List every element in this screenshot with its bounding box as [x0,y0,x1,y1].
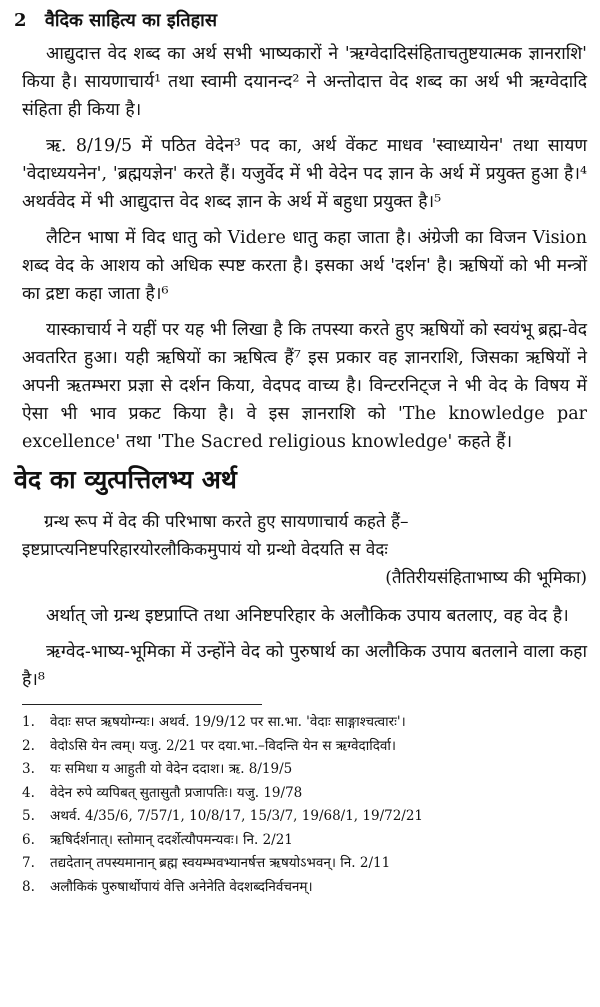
running-header [14,8,217,32]
footnote: 1. वेदाः सप्त ऋषयोग्न्यः। अथर्व. 19/9/12 पर सा.भा. 'वेदाः साङ्गाश्चत्वारः'। [22,714,406,730]
paragraph: ऋ. 8/19/5 में पठित वेदेन³ पद का, अर्थ वेंकट माधव 'स्वाध्यायेन' तथा सायण 'वेदाध्ययनेन', 'ब्रह्मयज्ञेन' करते हैं। यजुर्वेद में भी वेदेन पद ज्ञान के अर्थ में प्रयुक्त हुआ है।⁴ अथर्ववेद में भी आद्युदात्त वेद शब्द ज्ञान के अर्थ में बहुधा प्रयुक्त है।⁵ [22,136,587,212]
footnote: 2. वेदोऽसि येन त्वम्। यजु. 2/21 पर दया.भा.–विदन्ति येन स ऋग्वेदादिर्वा। [22,737,397,754]
footnote: 7. तद्यदेतान् तपस्यमानान् ब्रह्म स्वयम्भवभ्यानर्षत्त ऋषयोऽभवन्। नि. 2/11 [22,855,391,871]
page-number: 2 [14,10,27,31]
quote-intro: ग्रन्थ रूप में वेद की परिभाषा करते हुए सायणाचार्य कहते हैं– [44,512,409,532]
section-heading: वेद का व्युत्पत्तिलभ्य अर्थ [14,465,237,494]
paragraph: लैटिन भाषा में विद धातु को Videre धातु कहा जाता है। अंग्रेजी का विजन Vision शब्द वेद के आशय को अधिक स्पष्ट करता है। इसका अर्थ 'दर्शन' है। ऋषियों को भी मन्त्रों का द्रष्टा कहा जाता है।⁶ [22,228,587,304]
footnote: 4. वेदेन रुपे व्यपिबत् सुतासुतौ प्रजापतिः। यजु. 19/78 [22,784,303,801]
paragraph: अर्थात् जो ग्रन्थ इष्टप्राप्ति तथा अनिष्टपरिहार के अलौकिक उपाय बतलाए, वह वेद है। [46,606,569,626]
quote-source: (तैतिरीयसंहिताभाष्य की भूमिका) [385,568,587,588]
footnote: 8. अलौकिकं पुरुषार्थोपायं वेत्ति अनेनेति वेदशब्दनिर्वचनम्। [22,878,313,895]
paragraph: आद्युदात्त वेद शब्द का अर्थ सभी भाष्यकारों ने 'ऋग्वेदादिसंहिताचतुष्टयात्मक ज्ञानराशि' किया है। सायणाचार्य¹ तथा स्वामी दयानन्द² ने अन्तोदात्त वेद शब्द का अर्थ भी ऋग्वेदादि संहिता ही किया है। [22,44,587,120]
running-title: वैदिक साहित्य का इतिहास [44,10,218,31]
footnote: 5. अथर्व. 4/35/6, 7/57/1, 10/8/17, 15/3/7, 19/68/1, 19/72/21 [22,808,424,824]
footnotes [22,711,587,899]
paragraph: ऋग्वेद-भाष्य-भूमिका में उन्होंने वेद को पुरुषार्थ का अलौकिक उपाय बतलाने वाला कहा है।⁸ [22,642,587,690]
quote-verse: इष्टप्राप्त्यनिष्टपरिहारयोरलौकिकमुपायं यो ग्रन्थो वेदयति स वेदः [22,540,388,560]
footnote-divider [22,704,262,705]
footnote: 3. यः समिधा य आहुती यो वेदेन ददाश। ऋ. 8/19/5 [22,761,293,777]
paragraph: यास्काचार्य ने यहीं पर यह भी लिखा है कि तपस्या करते हुए ऋषियों को स्वयंभू ब्रह्म-वेद अवतरित हुआ। यही ऋषियों का ऋषित्व हैं⁷ इस प्रकार वह ज्ञानराशि, जिसका ऋषियों ने अपनी ऋतम्भरा प्रज्ञा से दर्शन किया, वेदपद वाच्य है। विन्टरनिट्ज ने भी वेद के विषय में ऐसा भी भाव प्रकट किया है। वे इस ज्ञानराशि को 'The knowledge par excellence' तथा 'The Sacred religious knowledge' कहते हैं। [22,320,587,452]
footnote: 6. ऋषिर्दर्शनात्। स्तोमान् ददर्शेत्यौपमन्यवः। नि. 2/21 [22,831,293,848]
page-body [14,40,587,899]
